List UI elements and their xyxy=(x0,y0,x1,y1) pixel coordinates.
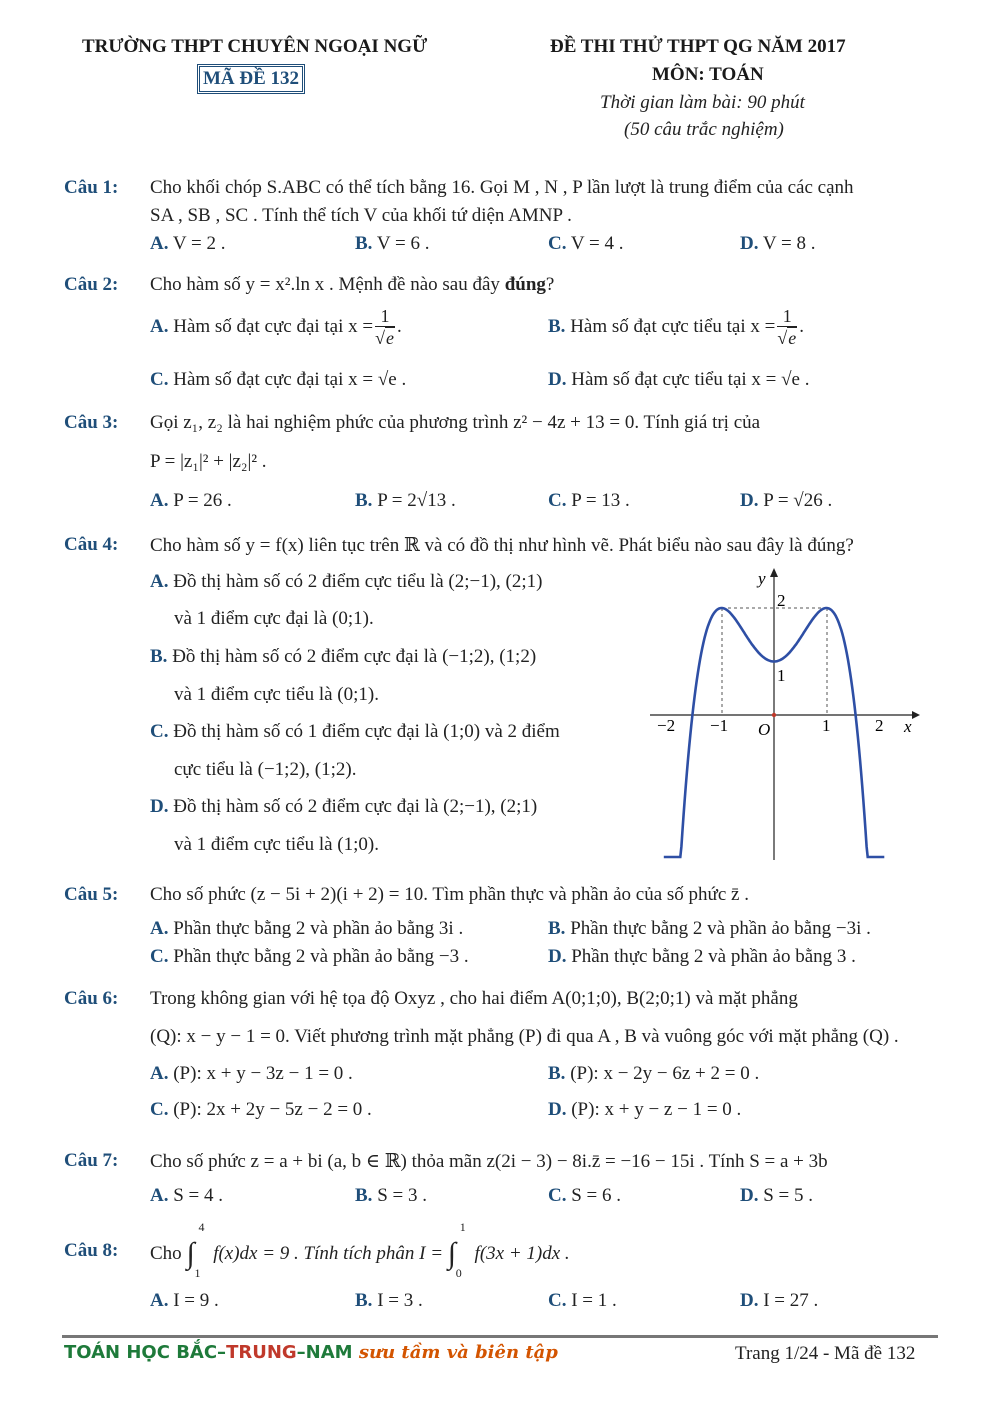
q1-option-c[interactable]: C. V = 4 . xyxy=(548,233,624,254)
question-2-text: Cho hàm số y = x².ln x . Mệnh đề nào sau đây đúng? xyxy=(150,274,555,295)
q5-option-d[interactable]: D. Phần thực bằng 2 và phần ảo bằng 3 . xyxy=(548,946,856,967)
q4-option-a[interactable]: A. Đồ thị hàm số có 2 điểm cực tiểu là (2;−1), (2;1) xyxy=(150,571,543,592)
q4-option-c[interactable]: C. Đồ thị hàm số có 1 điểm cực đại là (1;0) và 2 điểm xyxy=(150,721,560,742)
question-6-text-line2: (Q): x − y − 1 = 0. Viết phương trình mặt phẳng (P) đi qua A , B và vuông góc với mặt phẳng (Q) . xyxy=(150,1026,899,1047)
q1-option-a[interactable]: A. V = 2 . xyxy=(150,233,226,254)
question-8-text: Cho ∫ 4 1 f(x)dx = 9 . Tính tích phân I = ∫ 1 0 f(3x + 1)dx . xyxy=(150,1220,570,1280)
function-graph xyxy=(650,565,920,865)
question-4-label: Câu 4: xyxy=(64,534,119,555)
tick-label: 2 xyxy=(875,716,884,735)
question-1-text-line1: Cho khối chóp S.ABC có thể tích bằng 16. Gọi M , N , P lần lượt là trung điểm của các cạnh xyxy=(150,177,854,198)
q5-option-c[interactable]: C. Phần thực bằng 2 và phần ảo bằng −3 . xyxy=(150,946,469,967)
q8-option-b[interactable]: B. I = 3 . xyxy=(355,1290,423,1311)
q6-option-b[interactable]: B. (P): x − 2y − 6z + 2 = 0 . xyxy=(548,1063,760,1084)
q7-option-a[interactable]: A. S = 4 . xyxy=(150,1185,224,1206)
q2-option-b[interactable]: B. Hàm số đạt cực tiểu tại x = $\frac{1}{√e}$ . xyxy=(548,306,804,348)
q5-option-b[interactable]: B. Phần thực bằng 2 và phần ảo bằng −3i . xyxy=(548,918,871,939)
q4-option-d[interactable]: D. Đồ thị hàm số có 2 điểm cực đại là (2;−1), (2;1) xyxy=(150,796,538,817)
fraction: $\frac{1}{√e}$ xyxy=(375,306,394,348)
origin-point xyxy=(772,713,776,717)
tick-label: 1 xyxy=(822,716,831,735)
question-count: (50 câu trắc nghiệm) xyxy=(624,119,784,140)
q3-option-b[interactable]: B. P = 2√13 . xyxy=(355,490,456,511)
question-7-text: Cho số phức z = a + bi (a, b ∈ ℝ) thỏa mãn z(2i − 3) − 8i.z̄ = −16 − 15i . Tính S = a + 3b xyxy=(150,1151,828,1172)
question-6-label: Câu 6: xyxy=(64,988,119,1009)
footer-brand: TOÁN HỌC BẮC–TRUNG–NAM sưu tầm và biên tập xyxy=(64,1342,558,1363)
q3-option-d[interactable]: D. P = √26 . xyxy=(740,490,833,511)
q1-option-d[interactable]: D. V = 8 . xyxy=(740,233,816,254)
question-6-text-line1: Trong không gian với hệ tọa độ Oxyz , cho hai điểm A(0;1;0), B(2;0;1) và mặt phẳng xyxy=(150,988,798,1009)
q5-option-a[interactable]: A. Phần thực bằng 2 và phần ảo bằng 3i . xyxy=(150,918,464,939)
exam-code-box: MÃ ĐỀ 132 xyxy=(197,64,305,94)
q6-option-a[interactable]: A. (P): x + y − 3z − 1 = 0 . xyxy=(150,1063,353,1084)
q2-option-a[interactable]: A. Hàm số đạt cực đại tại x = $\frac{1}{√e}$ . xyxy=(150,306,402,348)
tick-label: −1 xyxy=(710,716,729,735)
q8-option-d[interactable]: D. I = 27 . xyxy=(740,1290,819,1311)
question-1-label: Câu 1: xyxy=(64,177,119,198)
q4-option-a-cont: và 1 điểm cực đại là (0;1). xyxy=(174,608,374,629)
q3-option-a[interactable]: A. P = 26 . xyxy=(150,490,232,511)
q4-option-c-cont: cực tiểu là (−1;2), (1;2). xyxy=(174,759,357,780)
y-axis-label: y xyxy=(758,569,766,588)
q7-option-c[interactable]: C. S = 6 . xyxy=(548,1185,622,1206)
question-5-label: Câu 5: xyxy=(64,884,119,905)
q6-option-d[interactable]: D. (P): x + y − z − 1 = 0 . xyxy=(548,1099,742,1120)
y-tick-label: 2 xyxy=(777,591,786,610)
x-axis-arrow xyxy=(912,711,920,719)
subject-title: MÔN: TOÁN xyxy=(652,64,764,85)
q8-option-a[interactable]: A. I = 9 . xyxy=(150,1290,219,1311)
origin-label: O xyxy=(758,720,771,739)
q6-option-c[interactable]: C. (P): 2x + 2y − 5z − 2 = 0 . xyxy=(150,1099,372,1120)
question-7-label: Câu 7: xyxy=(64,1150,119,1171)
q4-option-b-cont: và 1 điểm cực tiểu là (0;1). xyxy=(174,684,379,705)
exam-title: ĐỀ THI THỬ THPT QG NĂM 2017 xyxy=(550,36,846,57)
question-2-label: Câu 2: xyxy=(64,274,119,295)
question-5-text: Cho số phức (z − 5i + 2)(i + 2) = 10. Tìm phần thực và phần ảo của số phức z̄ . xyxy=(150,884,749,905)
question-3-text-line2: P = |z₁|² + |z₂|² . xyxy=(150,451,267,472)
q7-option-d[interactable]: D. S = 5 . xyxy=(740,1185,814,1206)
question-3-text-line1: Gọi z₁, z₂ là hai nghiệm phức của phương trình z² − 4z + 13 = 0. Tính giá trị của xyxy=(150,412,761,433)
q3-option-c[interactable]: C. P = 13 . xyxy=(548,490,630,511)
question-8-label: Câu 8: xyxy=(64,1240,119,1261)
exam-time: Thời gian làm bài: 90 phút xyxy=(600,92,805,113)
y-tick-label: 1 xyxy=(777,666,786,685)
fraction: $\frac{1}{√e}$ xyxy=(777,306,797,348)
tick-label: −2 xyxy=(657,716,676,735)
page-number: Trang 1/24 - Mã đề 132 xyxy=(735,1343,916,1364)
q2-option-c[interactable]: C. Hàm số đạt cực đại tại x = √e . xyxy=(150,369,407,390)
q4-option-d-cont: và 1 điểm cực tiểu là (1;0). xyxy=(174,834,379,855)
integral-sign: ∫ 4 1 xyxy=(186,1220,205,1280)
x-axis-label: x xyxy=(904,717,912,736)
question-1-text-line2: SA , SB , SC . Tính thể tích V của khối tứ diện AMNP . xyxy=(150,205,572,226)
q4-option-b[interactable]: B. Đồ thị hàm số có 2 điểm cực đại là (−1;2), (1;2) xyxy=(150,646,537,667)
question-4-text: Cho hàm số y = f(x) liên tục trên ℝ và có đồ thị như hình vẽ. Phát biểu nào sau đây là đúng? xyxy=(150,535,854,556)
q7-option-b[interactable]: B. S = 3 . xyxy=(355,1185,427,1206)
question-3-label: Câu 3: xyxy=(64,412,119,433)
y-axis-arrow xyxy=(770,568,778,577)
integral-sign: ∫ 1 0 xyxy=(447,1220,466,1280)
q8-option-c[interactable]: C. I = 1 . xyxy=(548,1290,617,1311)
q2-option-d[interactable]: D. Hàm số đạt cực tiểu tại x = √e . xyxy=(548,369,810,390)
school-name: TRƯỜNG THPT CHUYÊN NGOẠI NGỮ xyxy=(82,36,428,57)
footer-divider xyxy=(62,1335,938,1338)
q1-option-b[interactable]: B. V = 6 . xyxy=(355,233,430,254)
